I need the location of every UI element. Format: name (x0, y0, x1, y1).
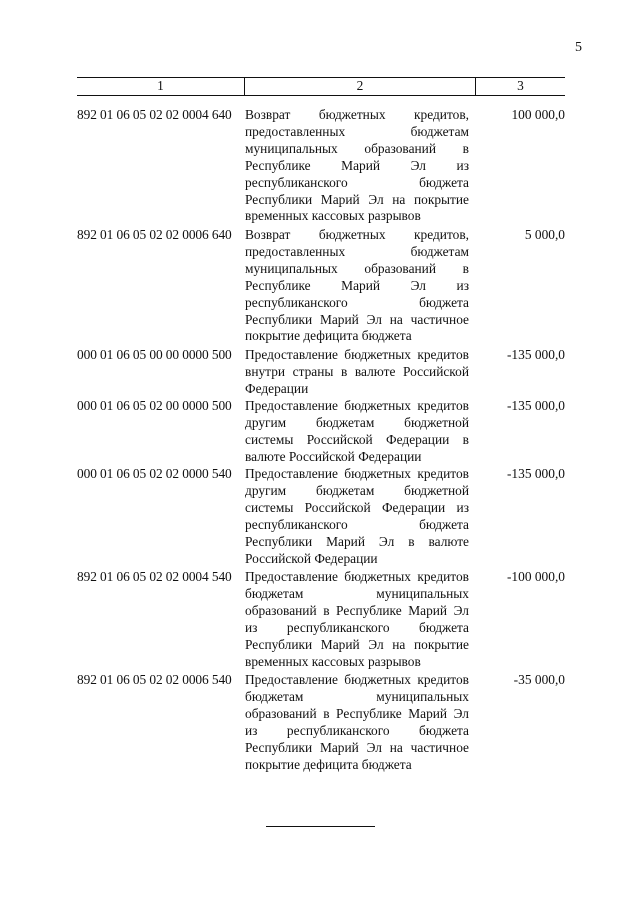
table-row (77, 398, 565, 466)
budget-code: 000 01 06 05 00 00 0000 500 (77, 347, 232, 362)
row-description: Предоставление бюджетных кредитов бюджетам муниципальных образований в Республике Марий Эл из республиканского бюджета Республики Марий Эл на частичное покрытие дефицита бюджета (245, 672, 469, 772)
row-description: Предоставление бюджетных кредитов бюджетам муниципальных образований в Республике Марий Эл из республиканского бюджета Республики Марий Эл на покрытие временных кассовых разрывов (245, 569, 469, 669)
row-amount: -135 000,0 (506, 398, 565, 413)
row-amount: -35 000,0 (513, 672, 565, 687)
budget-code: 892 01 06 05 02 02 0004 540 (77, 569, 232, 584)
page-number: 5 (575, 40, 582, 55)
table-row (77, 466, 565, 569)
row-amount: 5 000,0 (524, 227, 565, 242)
row-description: Возврат бюджетных кредитов, предоставленных бюджетам муниципальных образований в Республике Марий Эл из республиканского бюджета Республики Марий Эл на покрытие временных кассовых разрывов (245, 107, 469, 224)
budget-code: 892 01 06 05 02 02 0004 640 (77, 107, 232, 122)
table-row (77, 672, 565, 772)
row-description: Предоставление бюджетных кредитов другим бюджетам бюджетной системы Российской Федерации из республиканского бюджета Республики Марий Эл в валюте Российской Федерации (245, 466, 469, 566)
row-amount: 100 000,0 (511, 107, 565, 122)
row-amount: -100 000,0 (506, 569, 565, 584)
row-description: Предоставление бюджетных кредитов внутри страны в валюте Российской Федерации (245, 347, 469, 396)
row-amount: -135 000,0 (506, 347, 565, 362)
table-body (77, 107, 565, 772)
table-row (77, 347, 565, 398)
row-description: Возврат бюджетных кредитов, предоставленных бюджетам муниципальных образований в Республике Марий Эл из республиканского бюджета Республики Марий Эл на частичное покрытие дефицита бюджета (245, 227, 469, 344)
table-row (77, 227, 565, 347)
column-header-2: 2 (245, 78, 476, 95)
column-header-3: 3 (517, 78, 524, 93)
table-row (77, 569, 565, 672)
table-header (77, 77, 565, 96)
column-header-1: 1 (77, 78, 245, 95)
budget-code: 892 01 06 05 02 02 0006 640 (77, 227, 232, 242)
table-row (77, 107, 565, 227)
end-of-document-line (266, 826, 375, 827)
budget-code: 000 01 06 05 02 00 0000 500 (77, 398, 232, 413)
budget-code: 000 01 06 05 02 02 0000 540 (77, 466, 232, 481)
row-description: Предоставление бюджетных кредитов другим бюджетам бюджетной системы Российской Федерации в валюте Российской Федерации (245, 398, 469, 464)
row-amount: -135 000,0 (506, 466, 565, 481)
budget-code: 892 01 06 05 02 02 0006 540 (77, 672, 232, 687)
